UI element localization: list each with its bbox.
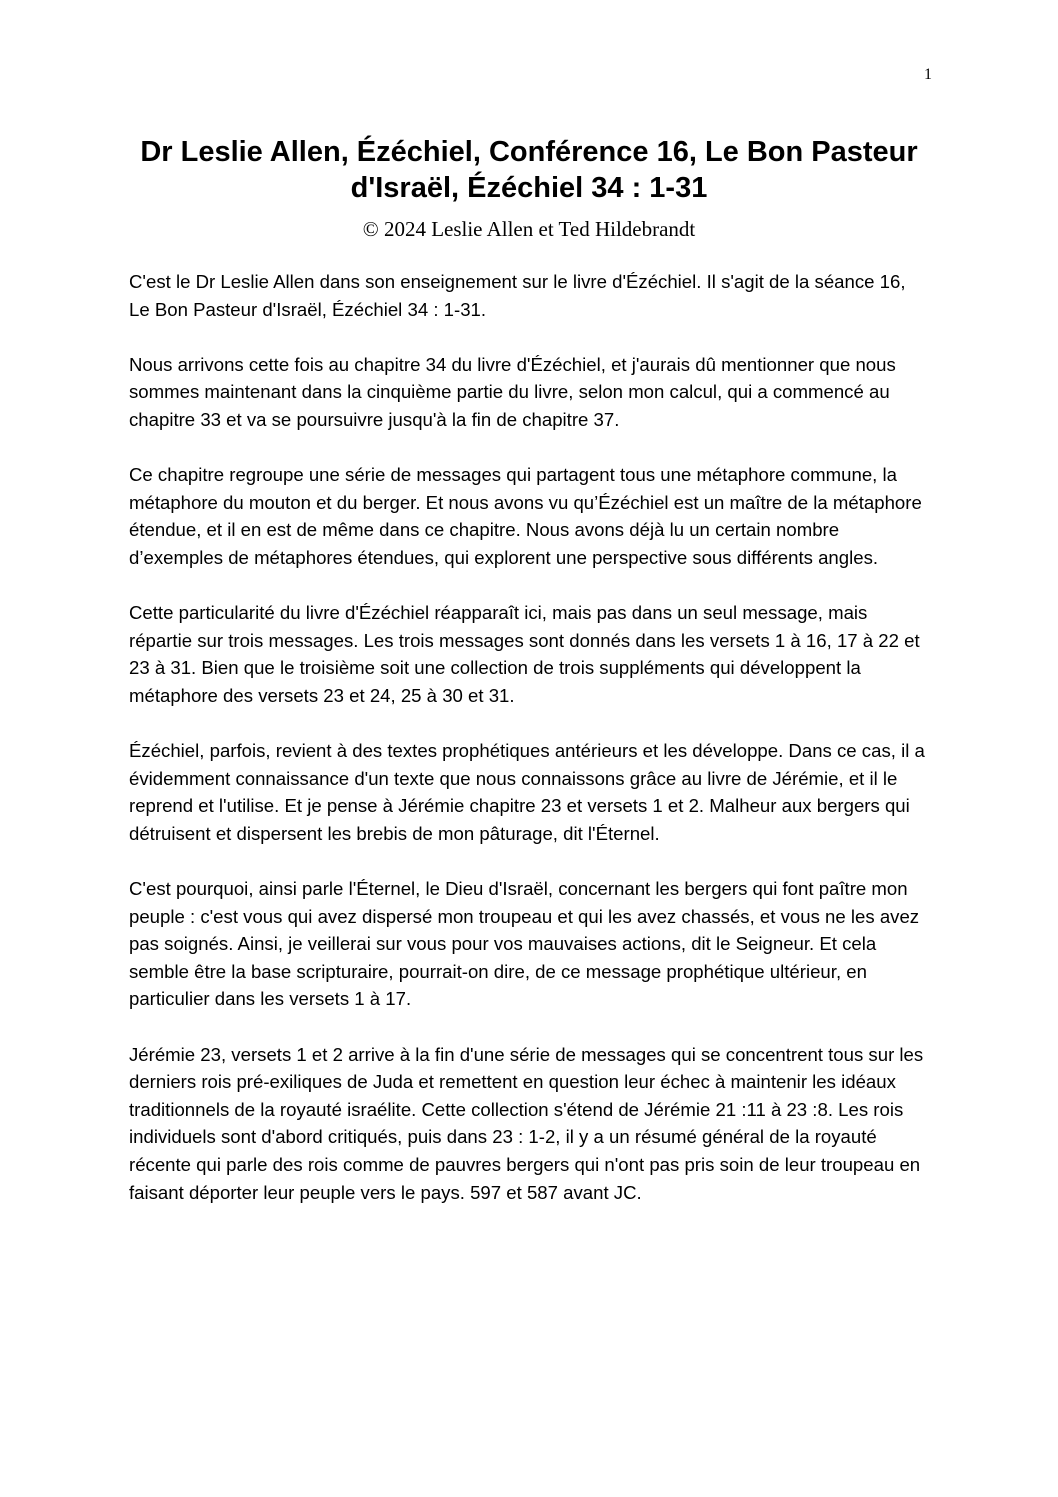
paragraph-6: C'est pourquoi, ainsi parle l'Éternel, le Dieu d'Israël, concernant les bergers qui font paître mon peuple : c'est vous qui avez dispersé mon troupeau et qui les avez chassés, et vous ne les avez pas soignés. Ainsi, je veillerai sur vous pour vos mauvaises actions, dit le Seigneur. Et cela semble être la base scripturaire, pourrait-on dire, de ce message prophétique ultérieur, en particulier dans les versets 1 à 17. <box>129 878 920 1010</box>
paragraph-5: Ézéchiel, parfois, revient à des textes prophétiques antérieurs et les développe. Dans ce cas, il a évidemment connaissance d'un texte que nous connaissons grâce au livre de Jérémie, et il le reprend et l'utilise. Et je pense à Jérémie chapitre 23 et versets 1 et 2. Malheur aux bergers qui détruisent et dispersent les brebis de mon pâturage, dit l'Éternel. <box>129 740 925 844</box>
paragraph-4: Cette particularité du livre d'Ézéchiel réapparaît ici, mais pas dans un seul message, mais répartie sur trois messages. Les trois messages sont donnés dans les versets 1 à 16, 17 à 22 et 23 à 31. Bien que le troisième soit une collection de trois suppléments qui développent la métaphore des versets 23 et 24, 25 à 30 et 31. <box>129 602 920 706</box>
paragraph-2: Nous arrivons cette fois au chapitre 34 du livre d'Ézéchiel, et j'aurais dû mentionner que nous sommes maintenant dans la cinquième partie du livre, selon mon calcul, qui a commencé au chapitre 33 et va se poursuivre jusqu'à la fin de chapitre 37. <box>129 353 896 430</box>
page-number: 1 <box>924 66 932 83</box>
paragraph-1: C'est le Dr Leslie Allen dans son enseignement sur le livre d'Ézéchiel. Il s'agit de la séance 16, Le Bon Pasteur d'Israël, Ézéchiel 34 : 1-31. <box>129 271 906 320</box>
body-text <box>129 268 931 1234</box>
document-title: Dr Leslie Allen, Ézéchiel, Conférence 16, Le Bon Pasteur d'Israël, Ézéchiel 34 : 1-31 <box>140 136 918 204</box>
paragraph-7: Jérémie 23, versets 1 et 2 arrive à la fin d'une série de messages qui se concentrent tous sur les derniers rois pré-exiliques de Juda et remettent en question leur échec à maintenir les idéaux traditionnels de la royauté israélite. Cette collection s'étend de Jérémie 21 :11 à 23 :8. Les rois individuels sont d'abord critiqués, puis dans 23 : 1-2, il y a un résumé général de la royauté récente qui parle des rois comme de pauvres bergers qui n'ont pas pris soin de leur troupeau en faisant déporter leur peuple vers le pays. 597 et 587 avant JC. <box>129 1043 924 1203</box>
paragraph-3: Ce chapitre regroupe une série de messages qui partagent tous une métaphore commune, la métaphore du mouton et du berger. Et nous avons vu qu’Ézéchiel est un maître de la métaphore étendue, et il en est de même dans ce chapitre. Nous avons déjà lu un certain nombre d’exemples de métaphores étendues, qui explorent une perspective sous différents angles. <box>129 464 922 568</box>
copyright-line: © 2024 Leslie Allen et Ted Hildebrandt <box>362 217 696 241</box>
